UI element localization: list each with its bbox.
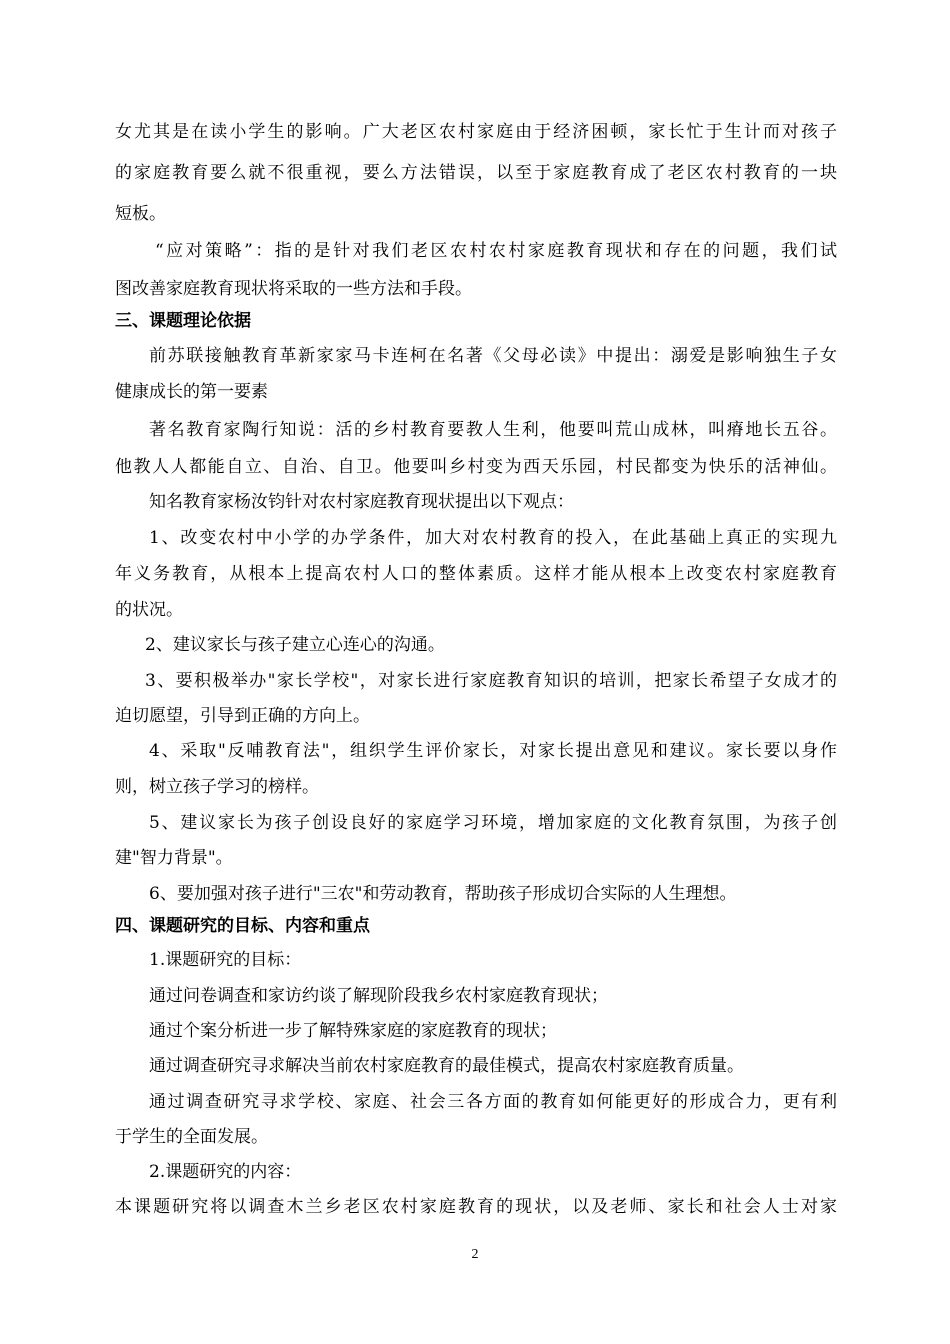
paragraph-line: 通过调查研究寻求学校、家庭、社会三各方面的教育如何能更好的形成合力，更有利 [149,1092,837,1112]
paragraph-line: 迫切愿望，引导到正确的方向上。 [115,706,370,726]
paragraph-line: 的家庭教育要么就不很重视，要么方法错误，以至于家庭教育成了老区农村教育的一块 [115,163,837,183]
paragraph-line: 通过调查研究寻求解决当前农村家庭教育的最佳模式，提高农村家庭教育质量。 [149,1056,744,1076]
section-heading: 四、课题研究的目标、内容和重点 [115,916,370,936]
paragraph-line: 建"智力背景"。 [115,848,233,868]
page-number: 2 [471,1247,479,1262]
paragraph-line: 2、建议家长与孩子建立心连心的沟通。 [145,635,445,655]
paragraph-line: 3、要积极举办"家长学校"，对家长进行家庭教育知识的培训，把家长希望子女成才的 [145,671,837,691]
paragraph-line: 5、建议家长为孩子创设良好的家庭学习环境，增加家庭的文化教育氛围，为孩子创 [149,813,837,833]
paragraph-line: 图改善家庭教育现状将采取的一些方法和手段。 [115,279,472,299]
paragraph-line: 本课题研究将以调查木兰乡老区农村家庭教育的现状，以及老师、家长和社会人士对家 [115,1197,837,1217]
paragraph-line: 的状况。 [115,600,183,620]
paragraph-line: 知名教育家杨汝钧针对农村家庭教育现状提出以下观点： [149,492,574,512]
paragraph-line: 著名教育家陶行知说：活的乡村教育要教人生利，他要叫荒山成林，叫瘠地长五谷。 [149,420,837,440]
paragraph-line: 年义务教育，从根本上提高农村人口的整体素质。这样才能从根本上改变农村家庭教育 [115,564,837,584]
paragraph-line: 他教人人都能自立、自治、自卫。他要叫乡村变为西天乐园，村民都变为快乐的活神仙。 [115,457,837,477]
paragraph-line: 短板。 [115,204,166,224]
paragraph-line: 通过个案分析进一步了解特殊家庭的家庭教育的现状； [149,1021,557,1041]
paragraph-line: 前苏联接触教育革新家家马卡连柯在名著《父母必读》中提出：溺爱是影响独生子女 [149,346,837,366]
paragraph-line: 健康成长的第一要素 [115,382,268,402]
paragraph-line: 女尤其是在读小学生的影响。广大老区农村家庭由于经济困顿，家长忙于生计而对孩子 [115,122,837,142]
subheading: 2.课题研究的内容： [149,1162,302,1182]
paragraph-line: 则，树立孩子学习的榜样。 [115,777,319,797]
subheading: 1.课题研究的目标： [149,950,302,970]
paragraph-line: 1、改变农村中小学的办学条件，加大对农村教育的投入，在此基础上真正的实现九 [149,528,837,548]
paragraph-line: 于学生的全面发展。 [115,1127,268,1147]
paragraph-line: 6、要加强对孩子进行"三农"和劳动教育，帮助孩子形成切合实际的人生理想。 [149,884,737,904]
paragraph-line: “应对策略”：指的是针对我们老区农村农村家庭教育现状和存在的问题，我们试 [155,241,837,261]
paragraph-line: 4、采取"反哺教育法"，组织学生评价家长，对家长提出意见和建议。家长要以身作 [149,741,837,761]
section-heading: 三、课题理论依据 [115,311,251,331]
paragraph-line: 通过问卷调查和家访约谈了解现阶段我乡农村家庭教育现状； [149,986,608,1006]
